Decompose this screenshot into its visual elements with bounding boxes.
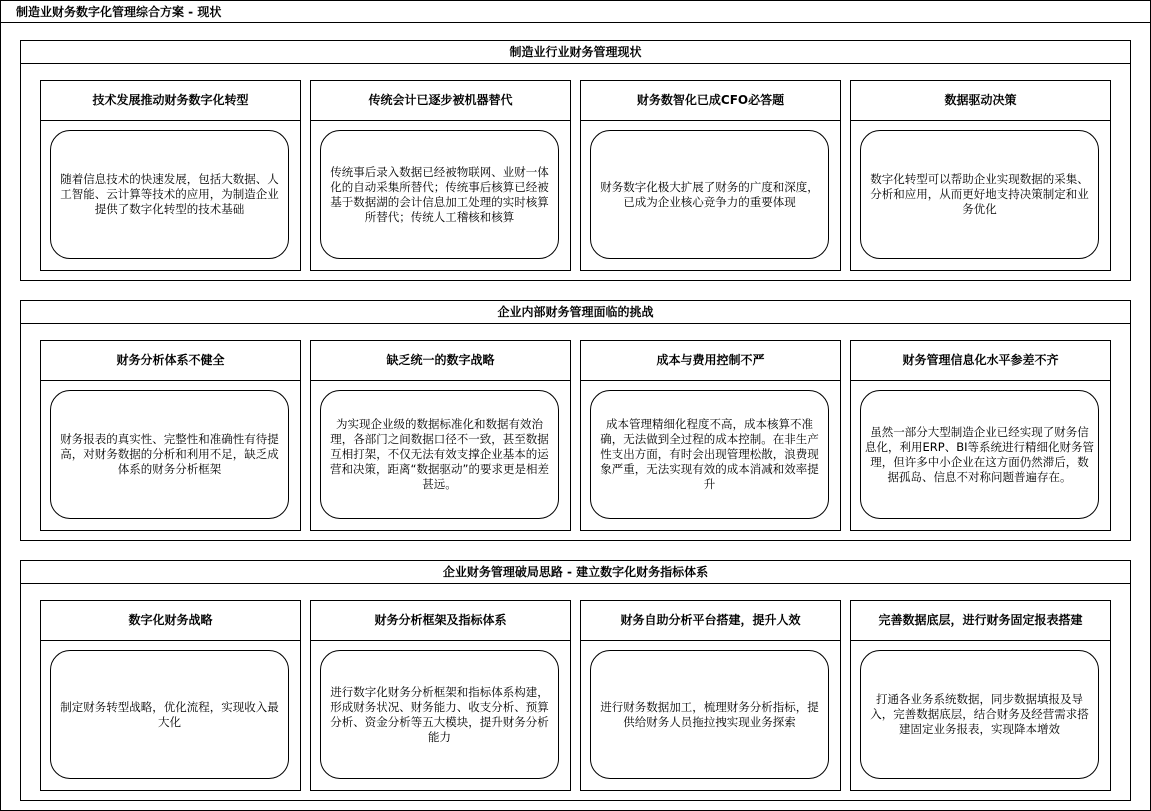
- card-text: 随着信息技术的快速发展，包括大数据、人工智能、云计算等技术的应用，为制造企业提供了数字化转型的技术基础: [60, 172, 279, 216]
- card-digital-strategy: [310, 340, 571, 531]
- card-cost-control: [580, 340, 841, 531]
- card-title: 成本与费用控制不严: [581, 341, 840, 381]
- card-title: 数据驱动决策: [851, 81, 1110, 121]
- card-text: 制定财务转型战略，优化流程，实现收入最大化: [60, 699, 279, 729]
- card-title: 财务分析体系不健全: [41, 341, 300, 381]
- card-title: 传统会计已逐步被机器替代: [311, 81, 570, 121]
- card-title: 完善数据底层，进行财务固定报表搭建: [851, 601, 1110, 641]
- card-tech-driven: [40, 80, 301, 271]
- card-body: [320, 130, 559, 259]
- card-title: 财务自助分析平台搭建，提升人效: [581, 601, 840, 641]
- card-data-driven: [850, 80, 1111, 271]
- card-title: 技术发展推动财务数字化转型: [41, 81, 300, 121]
- section-title: 制造业行业财务管理现状: [21, 41, 1130, 64]
- card-text: 为实现企业级的数据标准化和数据有效治理，各部门之间数据口径不一致，甚至数据互相打架，不仅无法有效支撑企业基本的运营和决策，距离“数据驱动”的要求更是相差甚远。: [330, 417, 549, 491]
- card-text: 财务数字化极大扩展了财务的广度和深度，已成为企业核心竞争力的重要体现: [600, 179, 819, 209]
- card-text: 传统事后录入数据已经被物联网、业财一体化的自动采集所替代；传统事后核算已经被基于数据湖的会计信息加工处理的实时核算所替代；传统人工稽核和核算: [330, 164, 549, 224]
- section-solution: [20, 560, 1131, 801]
- card-machine-replacement: [310, 80, 571, 271]
- card-body: [860, 650, 1099, 779]
- card-finance-strategy: [40, 600, 301, 791]
- page-title: 制造业财务数字化管理综合方案 - 现状: [1, 1, 1150, 23]
- card-text: 数字化转型可以帮助企业实现数据的采集、分析和应用，从而更好地支持决策制定和业务优化: [870, 172, 1089, 216]
- card-cfo-question: [580, 80, 841, 271]
- card-body: [860, 130, 1099, 259]
- card-text: 进行数字化财务分析框架和指标体系构建，形成财务状况、财务能力、收支分析、预算分析、资金分析等五大模块，提升财务分析能力: [330, 684, 549, 744]
- card-title: 数字化财务战略: [41, 601, 300, 641]
- section-title: 企业财务管理破局思路 - 建立数字化财务指标体系: [21, 561, 1130, 584]
- card-text: 打通各业务系统数据，同步数据填报及导入，完善数据底层，结合财务及经营需求搭建固定业务报表，实现降本增效: [870, 692, 1089, 736]
- card-body: [50, 390, 289, 519]
- card-body: [590, 650, 829, 779]
- card-analysis-system: [40, 340, 301, 531]
- card-self-service-platform: [580, 600, 841, 791]
- card-text: 成本管理精细化程度不高，成本核算不准确，无法做到全过程的成本控制。在非生产性支出方面，有时会出现管理松散，浪费现象严重，无法实现有效的成本消减和效率提升: [600, 417, 819, 491]
- card-indicator-framework: [310, 600, 571, 791]
- card-text: 财务报表的真实性、完整性和准确性有待提高，对财务数据的分析和利用不足，缺乏成体系的财务分析框架: [60, 432, 279, 476]
- card-title: 财务管理信息化水平参差不齐: [851, 341, 1110, 381]
- card-body: [50, 650, 289, 779]
- section-challenges: [20, 300, 1131, 541]
- card-informatization-level: [850, 340, 1111, 531]
- card-fixed-reports: [850, 600, 1111, 791]
- card-body: [320, 650, 559, 779]
- card-text: 虽然一部分大型制造企业已经实现了财务信息化，利用ERP、BI等系统进行精细化财务管理，但许多中小企业在这方面仍然滞后，数据孤岛、信息不对称问题普遍存在。: [865, 424, 1094, 484]
- card-title: 财务分析框架及指标体系: [311, 601, 570, 641]
- card-body: [590, 390, 829, 519]
- card-body: [860, 390, 1099, 519]
- card-body: [590, 130, 829, 259]
- card-title: 缺乏统一的数字战略: [311, 341, 570, 381]
- section-title: 企业内部财务管理面临的挑战: [21, 301, 1130, 324]
- card-body: [320, 390, 559, 519]
- section-industry-status: [20, 40, 1131, 281]
- card-text: 进行财务数据加工，梳理财务分析指标，提供给财务人员拖拉拽实现业务探索: [600, 699, 819, 729]
- card-title: 财务数智化已成CFO必答题: [581, 81, 840, 121]
- card-body: [50, 130, 289, 259]
